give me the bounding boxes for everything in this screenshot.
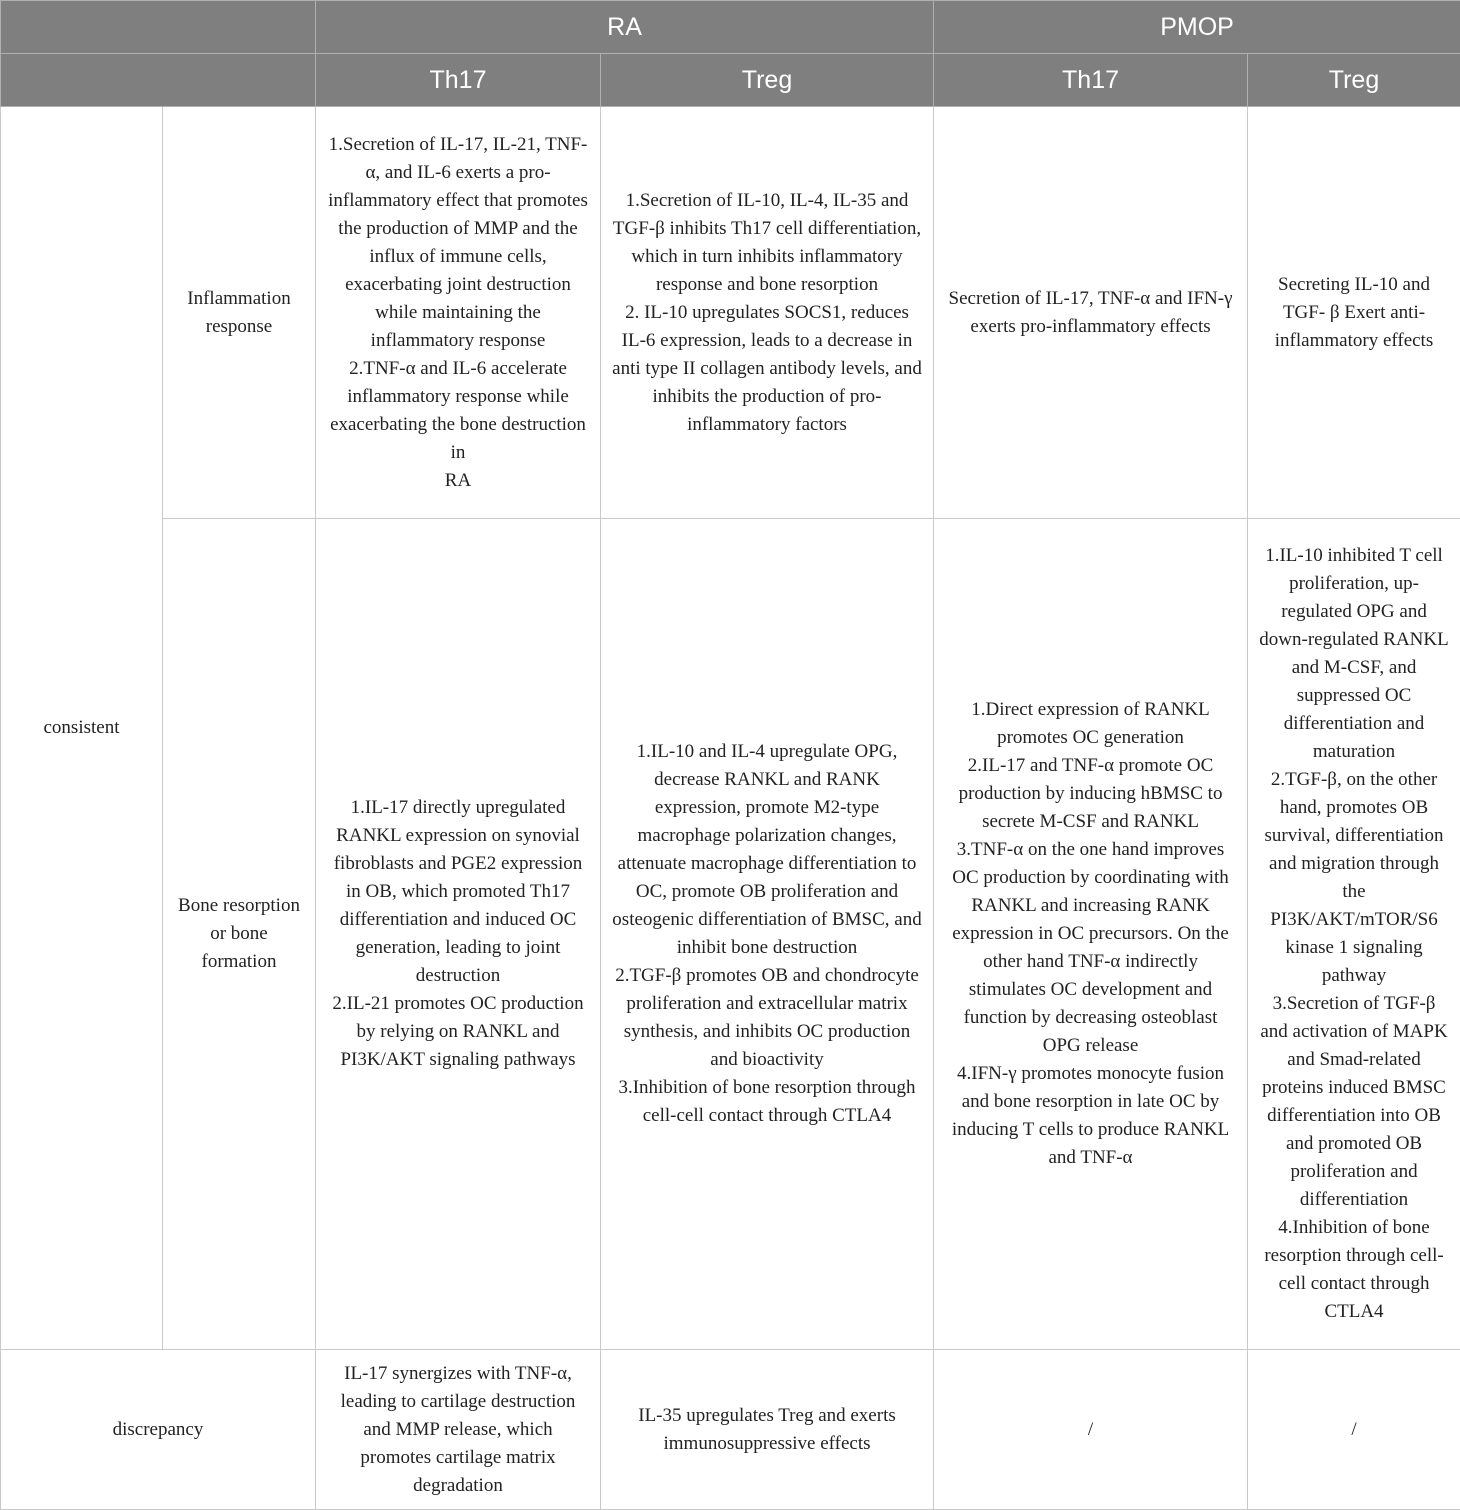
header-row-cells (1, 54, 1460, 107)
header-empty-cell (1, 1, 316, 54)
discrepancy-label: discrepancy (1, 1350, 316, 1510)
consistent-label: consistent (1, 107, 163, 1350)
discrepancy-ra-treg: IL-35 upregulates Treg and exerts immunosuppressive effects (601, 1350, 934, 1510)
inflammation-pmop-treg: Secreting IL-10 and TGF- β Exert anti-inflammatory effects (1248, 107, 1460, 519)
header-pmop-th17: Th17 (934, 54, 1248, 107)
row-bone (1, 519, 1460, 1350)
inflammation-pmop-th17: Secretion of IL-17, TNF-α and IFN-γ exerts pro-inflammatory effects (934, 107, 1248, 519)
row-inflammation (1, 107, 1460, 519)
row-discrepancy (1, 1350, 1460, 1510)
inflammation-ra-th17: 1.Secretion of IL-17, IL-21, TNF-α, and IL-6 exerts a pro-inflammatory effect that promotes the production of MMP and the influx of immune cells, exacerbating joint destruction while maintaining the inflammatory response 2.TNF-α and IL-6 accelerate inflammatory response while exacerbating the bone destruction in RA (316, 107, 601, 519)
bone-pmop-treg: 1.IL-10 inhibited T cell proliferation, up-regulated OPG and down-regulated RANKL and M-CSF, and suppressed OC differentiation and maturation 2.TGF-β, on the other hand, promotes OB survival, differentiation and migration through the PI3K/AKT/mTOR/S6 kinase 1 signaling pathway 3.Secretion of TGF-β and activation of MAPK and Smad-related proteins induced BMSC differentiation into OB and promoted OB proliferation and differentiation 4.Inhibition of bone resorption through cell-cell contact through CTLA4 (1248, 519, 1460, 1350)
header-empty-cell-2 (1, 54, 316, 107)
inflammation-label: Inflammation response (163, 107, 316, 519)
header-pmop: PMOP (934, 1, 1460, 54)
header-ra-th17: Th17 (316, 54, 601, 107)
bone-label: Bone resorption or bone formation (163, 519, 316, 1350)
header-ra-treg: Treg (601, 54, 934, 107)
inflammation-ra-treg: 1.Secretion of IL-10, IL-4, IL-35 and TGF-β inhibits Th17 cell differentiation, which in turn inhibits inflammatory response and bone resorption 2. IL-10 upregulates SOCS1, reduces IL-6 expression, leads to a decrease in anti type II collagen antibody levels, and inhibits the production of pro-inflammatory factors (601, 107, 934, 519)
bone-pmop-th17: 1.Direct expression of RANKL promotes OC generation 2.IL-17 and TNF-α promote OC production by inducing hBMSC to secrete M-CSF and RANKL 3.TNF-α on the one hand improves OC production by coordinating with RANKL and increasing RANK expression in OC precursors. On the other hand TNF-α indirectly stimulates OC development and function by decreasing osteoblast OPG release 4.IFN-γ promotes monocyte fusion and bone resorption in late OC by inducing T cells to produce RANKL and TNF-α (934, 519, 1248, 1350)
discrepancy-pmop-th17: / (934, 1350, 1248, 1510)
header-pmop-treg: Treg (1248, 54, 1460, 107)
bone-ra-th17: 1.IL-17 directly upregulated RANKL expression on synovial fibroblasts and PGE2 expression in OB, which promoted Th17 differentiation and induced OC generation, leading to joint destruction 2.IL-21 promotes OC production by relying on RANKL and PI3K/AKT signaling pathways (316, 519, 601, 1350)
bone-ra-treg: 1.IL-10 and IL-4 upregulate OPG, decrease RANKL and RANK expression, promote M2-type macrophage polarization changes, attenuate macrophage differentiation to OC, promote OB proliferation and osteogenic differentiation of BMSC, and inhibit bone destruction 2.TGF-β promotes OB and chondrocyte proliferation and extracellular matrix synthesis, and inhibits OC production and bioactivity 3.Inhibition of bone resorption through cell-cell contact through CTLA4 (601, 519, 934, 1350)
header-row-diseases (1, 1, 1460, 54)
discrepancy-pmop-treg: / (1248, 1350, 1460, 1510)
header-ra: RA (316, 1, 934, 54)
discrepancy-ra-th17: IL-17 synergizes with TNF-α, leading to cartilage destruction and MMP release, which promotes cartilage matrix degradation (316, 1350, 601, 1510)
